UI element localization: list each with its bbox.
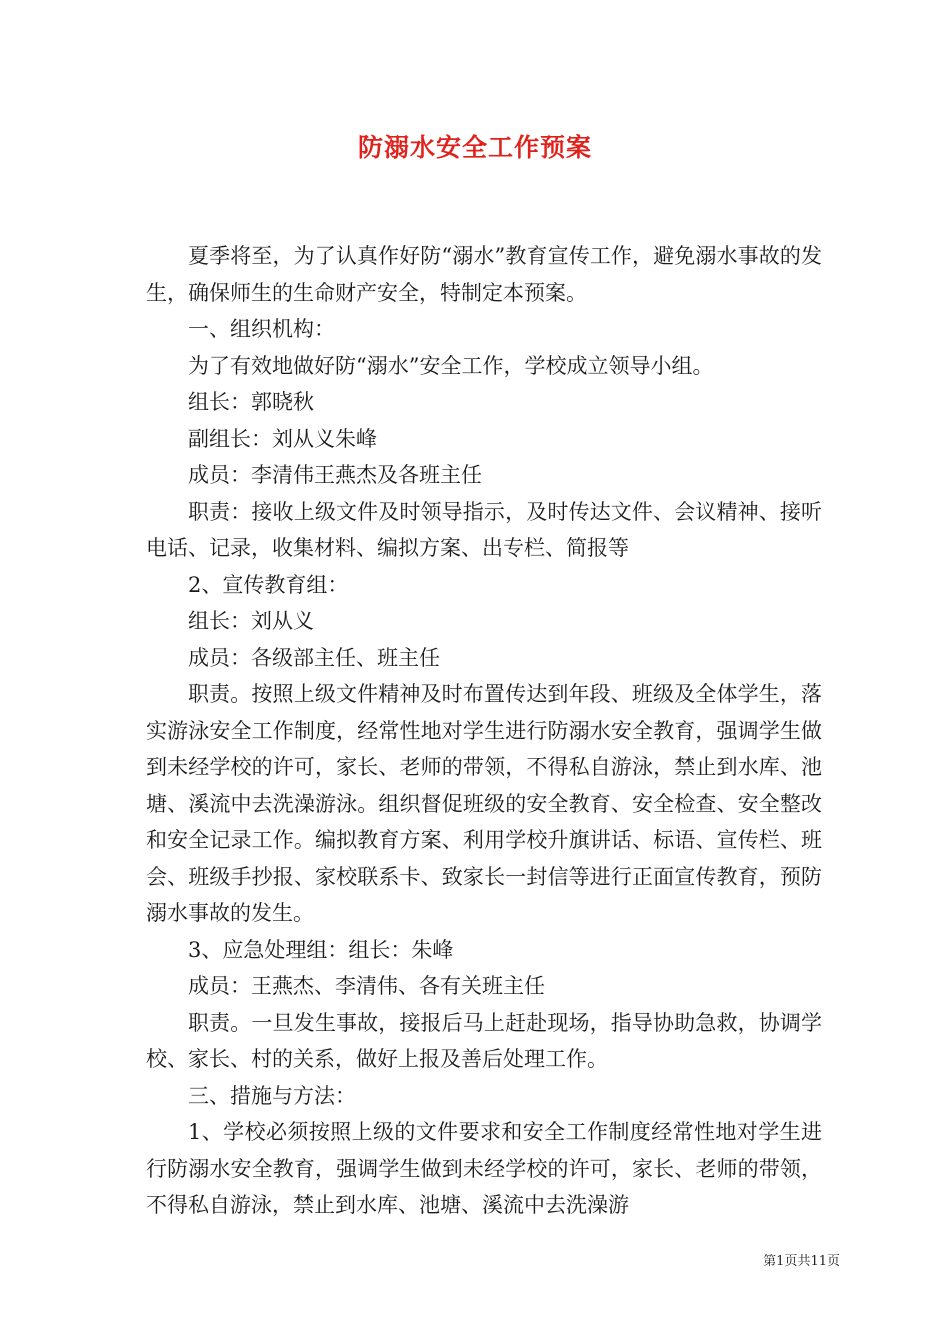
paragraph-leadership-group: 为了有效地做好防“溺水”安全工作，学校成立领导小组。: [188, 353, 714, 378]
document-body: [146, 238, 822, 1224]
paragraph-deputy-leader: 副组长：刘从义朱峰: [188, 426, 377, 451]
paragraph-publicity-duties: 职责。按照上级文件精神及时布置传达到年段、班级及全体学生，落实游泳安全工作制度，经常性地对学生进行防溺水安全教育，强调学生做到未经学校的许可，家长、老师的带领，不得私自游泳，禁止到水库、池塘、溪流中去洗澡游泳。组织督促班级的安全教育、安全检查、安全整改和安全记录工作。编拟教育方案、利用学校升旗讲话、标语、宣传栏、班会、班级手抄报、家校联系卡、致家长一封信等进行正面宣传教育，预防溺水事故的发生。: [146, 682, 822, 925]
heading-measures: 三、措施与方法：: [188, 1083, 356, 1108]
paragraph-measure-1: 1、学校必须按照上级的文件要求和安全工作制度经常性地对学生进行防溺水安全教育，强调学生做到未经学校的许可，家长、老师的带领，不得私自游泳，禁止到水库、池塘、溪流中去洗澡游: [146, 1120, 822, 1217]
paragraph-emergency-members: 成员：王燕杰、李清伟、各有关班主任: [188, 974, 545, 998]
paragraph-duties: 职责：接收上级文件及时领导指示，及时传达文件、会议精神、接听电话、记录，收集材料、编拟方案、出专栏、简报等: [146, 499, 822, 560]
paragraph-intro: 夏季将至，为了认真作好防“溺水”教育宣传工作，避免溺水事故的发生，确保师生的生命财产安全，特制定本预案。: [146, 244, 822, 305]
heading-publicity-group: 2、宣传教育组：: [188, 572, 349, 597]
paragraph-members: 成员：李清伟王燕杰及各班主任: [188, 463, 482, 487]
page-number: 第1页共11页: [763, 1254, 840, 1269]
document-title: 防溺水安全工作预案: [357, 133, 592, 162]
heading-organization: 一、组织机构：: [188, 317, 335, 341]
paragraph-publicity-members: 成员：各级部主任、班主任: [188, 645, 440, 670]
paragraph-emergency-duties: 职责。一旦发生事故，接报后马上赶赴现场，指导协助急救，协调学校、家长、村的关系，做好上报及善后处理工作。: [146, 1010, 822, 1071]
heading-emergency-group: 3、应急处理组：组长：朱峰: [188, 937, 454, 962]
paragraph-publicity-leader: 组长：刘从义: [188, 609, 314, 633]
paragraph-leader: 组长：郭晓秋: [188, 390, 314, 414]
